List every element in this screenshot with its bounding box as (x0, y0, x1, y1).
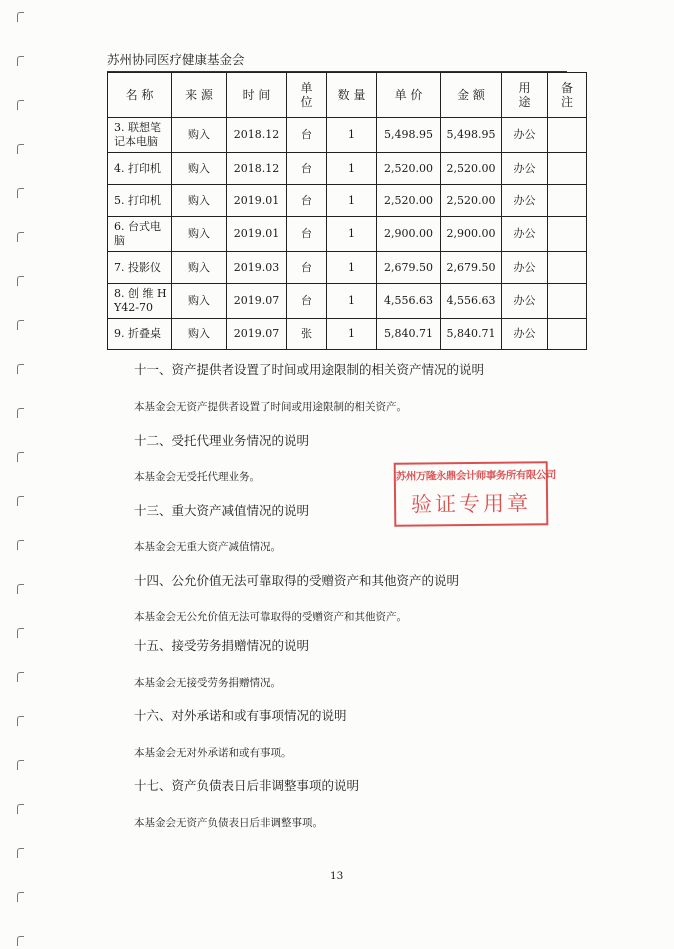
asset-unit-price-cell: 2,520.00 (377, 153, 441, 185)
verification-seal-stamp (394, 461, 556, 527)
asset-amount-cell: 5,498.95 (441, 118, 502, 153)
asset-unit-price-cell: 4,556.63 (377, 284, 441, 319)
binding-hole-mark (17, 848, 24, 858)
asset-unit-price-cell: 5,840.71 (377, 319, 441, 350)
binding-hole-mark (17, 760, 24, 770)
column-header-source: 来 源 (172, 73, 227, 118)
section-text-17: 本基金会无资产负债表日后非调整事项。 (134, 817, 323, 829)
section-text-12: 本基金会无受托代理业务。 (134, 471, 260, 483)
asset-amount-cell: 5,840.71 (441, 319, 502, 350)
asset-remarks-cell (548, 217, 587, 252)
column-header-unit-price: 单 价 (377, 73, 441, 118)
section-heading-16: 十六、对外承诺和或有事项情况的说明 (134, 708, 347, 723)
asset-unit-price-cell: 2,900.00 (377, 217, 441, 252)
binding-hole-mark (17, 100, 24, 110)
asset-quantity-cell: 1 (327, 118, 377, 153)
binding-marks (0, 0, 26, 949)
asset-purpose-cell: 办公 (502, 284, 548, 319)
asset-unit-cell: 台 (287, 185, 327, 217)
asset-name-cell: 3. 联想笔记本电脑 (108, 118, 172, 153)
asset-unit-cell: 台 (287, 284, 327, 319)
asset-remarks-cell (548, 284, 587, 319)
binding-hole-mark (17, 56, 24, 66)
asset-purpose-cell: 办公 (502, 217, 548, 252)
column-header-date: 时 间 (227, 73, 287, 118)
asset-source-cell: 购入 (172, 153, 227, 185)
binding-hole-mark (17, 584, 24, 594)
binding-hole-mark (17, 540, 24, 550)
binding-hole-mark (17, 12, 24, 22)
table-row (108, 153, 587, 185)
asset-quantity-cell: 1 (327, 284, 377, 319)
section-heading-15: 十五、接受劳务捐赠情况的说明 (134, 638, 310, 653)
asset-remarks-cell (548, 185, 587, 217)
asset-amount-cell: 2,520.00 (441, 153, 502, 185)
asset-source-cell: 购入 (172, 252, 227, 284)
asset-unit-cell: 张 (287, 319, 327, 350)
asset-purpose-cell: 办公 (502, 319, 548, 350)
asset-unit-price-cell: 2,520.00 (377, 185, 441, 217)
asset-amount-cell: 4,556.63 (441, 284, 502, 319)
column-header-purpose: 用途 (502, 73, 548, 118)
asset-date-cell: 2019.07 (227, 319, 287, 350)
section-text-11: 本基金会无资产提供者设置了时间或用途限制的相关资产。 (134, 401, 407, 413)
binding-hole-mark (17, 188, 24, 198)
binding-hole-mark (17, 892, 24, 902)
table-row (108, 185, 587, 217)
asset-purpose-cell: 办公 (502, 153, 548, 185)
section-text-13: 本基金会无重大资产减值情况。 (134, 541, 281, 553)
asset-amount-cell: 2,900.00 (441, 217, 502, 252)
binding-hole-mark (17, 364, 24, 374)
column-header-quantity: 数 量 (327, 73, 377, 118)
section-heading-13: 十三、重大资产减值情况的说明 (134, 503, 310, 518)
table-row (108, 217, 587, 252)
asset-unit-cell: 台 (287, 153, 327, 185)
section-heading-11: 十一、资产提供者设置了时间或用途限制的相关资产情况的说明 (134, 362, 485, 377)
asset-remarks-cell (548, 153, 587, 185)
asset-name-cell: 6. 台式电脑 (108, 217, 172, 252)
section-heading-14: 十四、公允价值无法可靠取得的受赠资产和其他资产的说明 (134, 573, 460, 588)
binding-hole-mark (17, 320, 24, 330)
asset-date-cell: 2019.07 (227, 284, 287, 319)
column-header-name: 名 称 (108, 73, 172, 118)
asset-source-cell: 购入 (172, 284, 227, 319)
asset-unit-price-cell: 2,679.50 (377, 252, 441, 284)
binding-hole-mark (17, 804, 24, 814)
section-text-14: 本基金会无公允价值无法可靠取得的受赠资产和其他资产。 (134, 611, 407, 623)
asset-name-cell: 8. 创 维 HY42-70 (108, 284, 172, 319)
asset-name-cell: 5. 打印机 (108, 185, 172, 217)
asset-unit-cell: 台 (287, 252, 327, 284)
binding-hole-mark (17, 408, 24, 418)
asset-source-cell: 购入 (172, 185, 227, 217)
asset-name-cell: 7. 投影仪 (108, 252, 172, 284)
asset-quantity-cell: 1 (327, 319, 377, 350)
binding-hole-mark (17, 936, 24, 946)
section-heading-12: 十二、受托代理业务情况的说明 (134, 433, 310, 448)
page-number: 13 (330, 870, 344, 882)
asset-purpose-cell: 办公 (502, 252, 548, 284)
binding-hole-mark (17, 276, 24, 286)
binding-hole-mark (17, 144, 24, 154)
asset-remarks-cell (548, 319, 587, 350)
section-text-15: 本基金会无接受劳务捐赠情况。 (134, 677, 281, 689)
column-header-amount: 金 额 (441, 73, 502, 118)
asset-unit-price-cell: 5,498.95 (377, 118, 441, 153)
asset-quantity-cell: 1 (327, 217, 377, 252)
binding-hole-mark (17, 716, 24, 726)
column-header-remarks: 备注 (548, 73, 587, 118)
asset-source-cell: 购入 (172, 118, 227, 153)
fixed-assets-table (107, 72, 587, 350)
asset-source-cell: 购入 (172, 217, 227, 252)
asset-quantity-cell: 1 (327, 252, 377, 284)
asset-purpose-cell: 办公 (502, 185, 548, 217)
table-row (108, 284, 587, 319)
table-row (108, 319, 587, 350)
asset-source-cell: 购入 (172, 319, 227, 350)
binding-hole-mark (17, 496, 24, 506)
column-header-unit: 单位 (287, 73, 327, 118)
binding-hole-mark (17, 672, 24, 682)
asset-date-cell: 2019.01 (227, 217, 287, 252)
binding-hole-mark (17, 232, 24, 242)
asset-purpose-cell: 办公 (502, 118, 548, 153)
binding-hole-mark (17, 628, 24, 638)
asset-amount-cell: 2,520.00 (441, 185, 502, 217)
asset-date-cell: 2019.03 (227, 252, 287, 284)
asset-date-cell: 2018.12 (227, 153, 287, 185)
table-row (108, 118, 587, 153)
asset-name-cell: 4. 打印机 (108, 153, 172, 185)
binding-hole-mark (17, 452, 24, 462)
asset-date-cell: 2019.01 (227, 185, 287, 217)
table-header-row (108, 73, 587, 118)
stamp-firm-name: 苏州万隆永鼎会计师事务所有限公司 (395, 469, 556, 483)
section-text-16: 本基金会无对外承诺和或有事项。 (134, 747, 292, 759)
asset-quantity-cell: 1 (327, 185, 377, 217)
asset-unit-cell: 台 (287, 217, 327, 252)
stamp-seal-title: 验证专用章 (410, 491, 532, 517)
asset-remarks-cell (548, 118, 587, 153)
organization-header: 苏州协同医疗健康基金会 (107, 50, 567, 72)
asset-quantity-cell: 1 (327, 153, 377, 185)
asset-remarks-cell (548, 252, 587, 284)
asset-date-cell: 2018.12 (227, 118, 287, 153)
asset-amount-cell: 2,679.50 (441, 252, 502, 284)
table-row (108, 252, 587, 284)
asset-unit-cell: 台 (287, 118, 327, 153)
section-heading-17: 十七、资产负债表日后非调整事项的说明 (134, 778, 360, 793)
asset-name-cell: 9. 折叠桌 (108, 319, 172, 350)
